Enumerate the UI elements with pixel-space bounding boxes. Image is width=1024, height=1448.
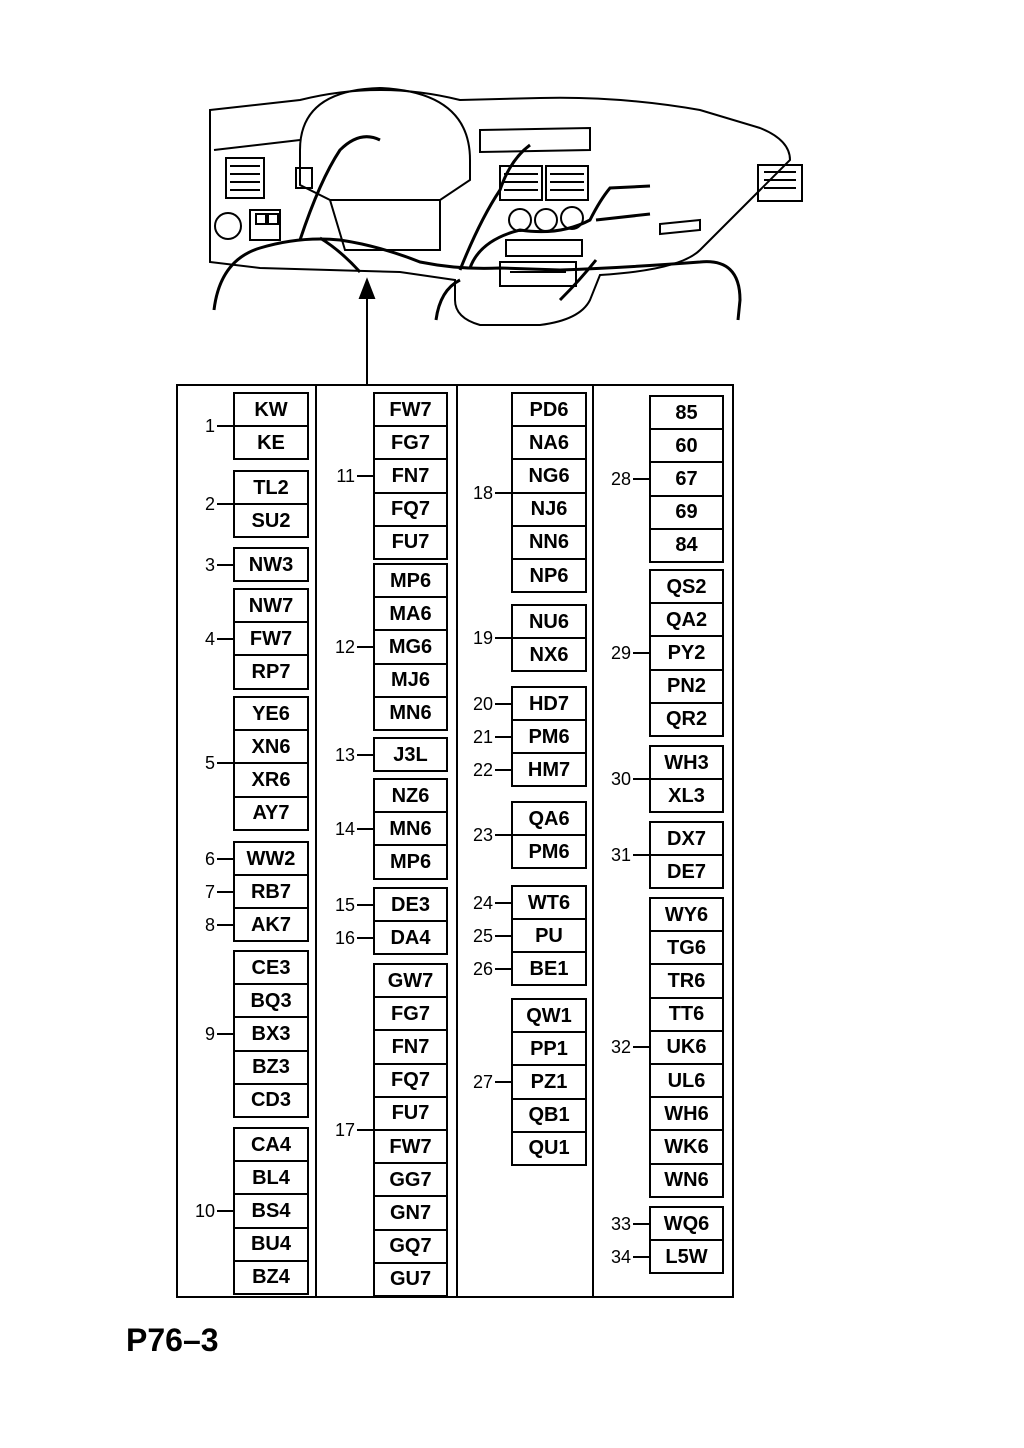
- callout-number: 10: [194, 1201, 215, 1221]
- connector-code-cell: KW: [233, 392, 309, 427]
- connector-code-cell: FU7: [373, 1096, 448, 1131]
- connector-code-cell: TR6: [649, 963, 724, 998]
- connector-code-cell: WW2: [233, 841, 309, 876]
- connector-code-cell: QU1: [511, 1131, 587, 1166]
- dashboard-wiring-illustration: [0, 0, 1024, 400]
- callout-leader-line: [633, 1046, 649, 1048]
- connector-code-cell: FW7: [373, 392, 448, 427]
- connector-code-cell: 85: [649, 395, 724, 430]
- callout-number: 20: [472, 693, 493, 714]
- connector-code-cell: DE7: [649, 854, 724, 889]
- callout-number: 25: [472, 925, 493, 946]
- connector-code-cell: RP7: [233, 654, 309, 689]
- callout-leader-line: [217, 503, 233, 505]
- connector-code-cell: GW7: [373, 963, 448, 998]
- callout-leader-line: [217, 564, 233, 566]
- callout-leader-line: [495, 935, 511, 937]
- column-divider: [456, 384, 458, 1298]
- callout-leader-line: [633, 478, 649, 480]
- callout-number: 23: [472, 825, 493, 846]
- callout-leader-line: [357, 937, 373, 939]
- callout-leader-line: [217, 891, 233, 893]
- connector-code-cell: PN2: [649, 669, 724, 704]
- connector-code-cell: AK7: [233, 907, 309, 942]
- connector-code-cell: XN6: [233, 729, 309, 764]
- callout-number: 31: [610, 845, 631, 866]
- connector-code-cell: QB1: [511, 1098, 587, 1133]
- connector-code-cell: NJ6: [511, 492, 587, 527]
- connector-code-cell: NZ6: [373, 778, 448, 813]
- callout-leader-line: [357, 904, 373, 906]
- callout-leader-line: [633, 778, 649, 780]
- connector-code-cell: FG7: [373, 425, 448, 460]
- connector-code-cell: FW7: [373, 1129, 448, 1164]
- connector-code-cell: PP1: [511, 1031, 587, 1066]
- callout-number: 22: [472, 759, 493, 780]
- callout-leader-line: [217, 858, 233, 860]
- callout-number: 32: [610, 1037, 631, 1058]
- callout-leader-line: [633, 1223, 649, 1225]
- connector-code-cell: HD7: [511, 686, 587, 721]
- connector-code-cell: BZ3: [233, 1050, 309, 1085]
- callout-leader-line: [217, 425, 233, 427]
- callout-leader-line: [495, 703, 511, 705]
- connector-code-cell: TG6: [649, 930, 724, 965]
- callout-number: 7: [204, 881, 215, 902]
- connector-code-cell: XL3: [649, 778, 724, 813]
- dashboard-wiring-harness-icon: [210, 88, 802, 325]
- callout-leader-line: [495, 968, 511, 970]
- callout-leader-line: [495, 834, 511, 836]
- connector-code-cell: BL4: [233, 1160, 309, 1195]
- connector-code-cell: WK6: [649, 1129, 724, 1164]
- connector-code-cell: MN6: [373, 811, 448, 846]
- callout-number: 11: [336, 466, 355, 486]
- connector-code-cell: QR2: [649, 702, 724, 737]
- connector-code-cell: 84: [649, 528, 724, 563]
- connector-code-cell: 69: [649, 495, 724, 530]
- arrow-up-icon: [360, 280, 374, 384]
- callout-leader-line: [217, 924, 233, 926]
- connector-code-cell: GQ7: [373, 1229, 448, 1264]
- connector-code-cell: WH3: [649, 745, 724, 780]
- connector-code-cell: FW7: [233, 621, 309, 656]
- connector-code-cell: NA6: [511, 425, 587, 460]
- callout-number: 8: [204, 914, 215, 935]
- callout-leader-line: [495, 637, 511, 639]
- callout-leader-line: [217, 1033, 233, 1035]
- callout-number: 1: [204, 416, 215, 437]
- connector-code-cell: MN6: [373, 696, 448, 731]
- callout-number: 33: [610, 1213, 631, 1234]
- callout-number: 2: [204, 494, 215, 515]
- callout-number: 30: [610, 769, 631, 790]
- connector-code-cell: WH6: [649, 1096, 724, 1131]
- callout-number: 15: [334, 894, 355, 915]
- connector-code-cell: FU7: [373, 525, 448, 560]
- connector-code-cell: PM6: [511, 834, 587, 869]
- connector-code-cell: NW7: [233, 588, 309, 623]
- callout-number: 34: [610, 1246, 631, 1267]
- connector-code-cell: WQ6: [649, 1206, 724, 1241]
- connector-code-cell: NP6: [511, 558, 587, 593]
- connector-code-cell: WT6: [511, 885, 587, 920]
- connector-code-cell: PD6: [511, 392, 587, 427]
- connector-code-cell: NN6: [511, 525, 587, 560]
- connector-code-cell: GN7: [373, 1195, 448, 1230]
- connector-code-cell: FQ7: [373, 492, 448, 527]
- callout-leader-line: [357, 754, 373, 756]
- connector-code-cell: TL2: [233, 470, 309, 505]
- callout-number: 18: [472, 482, 493, 503]
- connector-code-cell: KE: [233, 425, 309, 460]
- connector-code-cell: FN7: [373, 1029, 448, 1064]
- connector-code-cell: CA4: [233, 1127, 309, 1162]
- callout-leader-line: [495, 736, 511, 738]
- connector-code-cell: HM7: [511, 752, 587, 787]
- connector-code-cell: QW1: [511, 998, 587, 1033]
- connector-code-cell: MA6: [373, 596, 448, 631]
- callout-leader-line: [217, 762, 233, 764]
- connector-code-cell: DA4: [373, 920, 448, 955]
- callout-number: 3: [204, 554, 215, 575]
- connector-code-cell: 67: [649, 461, 724, 496]
- connector-code-cell: FQ7: [373, 1063, 448, 1098]
- connector-code-cell: BQ3: [233, 983, 309, 1018]
- callout-leader-line: [495, 1081, 511, 1083]
- connector-code-cell: PU: [511, 918, 587, 953]
- callout-number: 17: [334, 1120, 355, 1140]
- connector-code-cell: GU7: [373, 1262, 448, 1297]
- connector-code-cell: NW3: [233, 547, 309, 582]
- connector-code-cell: MP6: [373, 844, 448, 879]
- connector-code-cell: NX6: [511, 637, 587, 672]
- connector-code-cell: XR6: [233, 762, 309, 797]
- callout-number: 4: [204, 628, 215, 649]
- connector-code-cell: TT6: [649, 997, 724, 1032]
- connector-code-cell: 60: [649, 428, 724, 463]
- callout-number: 6: [204, 848, 215, 869]
- connector-code-cell: UL6: [649, 1063, 724, 1098]
- connector-code-cell: MJ6: [373, 663, 448, 698]
- column-divider: [592, 384, 594, 1298]
- connector-code-cell: J3L: [373, 737, 448, 772]
- connector-code-cell: GG7: [373, 1162, 448, 1197]
- callout-leader-line: [357, 475, 373, 477]
- connector-code-cell: RB7: [233, 874, 309, 909]
- connector-code-cell: WY6: [649, 897, 724, 932]
- connector-code-cell: PM6: [511, 719, 587, 754]
- connector-code-cell: PY2: [649, 635, 724, 670]
- connector-code-cell: BS4: [233, 1193, 309, 1228]
- column-divider: [315, 384, 317, 1298]
- connector-code-cell: MG6: [373, 629, 448, 664]
- connector-code-cell: UK6: [649, 1030, 724, 1065]
- connector-code-cell: QS2: [649, 569, 724, 604]
- callout-number: 14: [334, 818, 355, 839]
- connector-code-cell: CE3: [233, 950, 309, 985]
- connector-code-cell: BX3: [233, 1016, 309, 1051]
- callout-number: 29: [610, 643, 631, 663]
- callout-number: 9: [204, 1024, 215, 1044]
- callout-number: 16: [334, 927, 355, 948]
- callout-number: 5: [204, 753, 215, 774]
- connector-code-cell: NU6: [511, 604, 587, 639]
- connector-code-cell: BU4: [233, 1227, 309, 1262]
- callout-leader-line: [633, 1256, 649, 1258]
- callout-number: 27: [472, 1072, 493, 1092]
- connector-code-cell: QA2: [649, 602, 724, 637]
- callout-number: 13: [334, 744, 355, 765]
- callout-leader-line: [217, 1210, 233, 1212]
- callout-number: 21: [472, 726, 493, 747]
- connector-code-cell: YE6: [233, 696, 309, 731]
- connector-code-cell: NG6: [511, 458, 587, 493]
- callout-number: 24: [472, 892, 493, 913]
- callout-leader-line: [357, 1129, 373, 1131]
- callout-leader-line: [495, 769, 511, 771]
- connector-code-cell: CD3: [233, 1083, 309, 1118]
- callout-leader-line: [357, 646, 373, 648]
- page-reference: P76–3: [126, 1322, 219, 1358]
- callout-leader-line: [217, 638, 233, 640]
- connector-code-cell: DX7: [649, 821, 724, 856]
- callout-leader-line: [633, 652, 649, 654]
- callout-leader-line: [357, 828, 373, 830]
- callout-leader-line: [495, 902, 511, 904]
- connector-code-cell: WN6: [649, 1163, 724, 1198]
- connector-code-cell: QA6: [511, 801, 587, 836]
- connector-code-cell: DE3: [373, 887, 448, 922]
- callout-number: 19: [472, 628, 493, 649]
- connector-code-cell: MP6: [373, 563, 448, 598]
- connector-code-cell: L5W: [649, 1239, 724, 1274]
- connector-code-cell: BE1: [511, 951, 587, 986]
- connector-code-cell: FN7: [373, 458, 448, 493]
- callout-number: 12: [334, 637, 355, 657]
- callout-number: 26: [472, 958, 493, 979]
- callout-leader-line: [495, 492, 511, 494]
- connector-code-cell: BZ4: [233, 1260, 309, 1295]
- connector-code-cell: SU2: [233, 503, 309, 538]
- connector-code-cell: FG7: [373, 996, 448, 1031]
- connector-code-cell: PZ1: [511, 1064, 587, 1099]
- connector-code-cell: AY7: [233, 796, 309, 831]
- callout-leader-line: [633, 854, 649, 856]
- callout-number: 28: [610, 469, 631, 489]
